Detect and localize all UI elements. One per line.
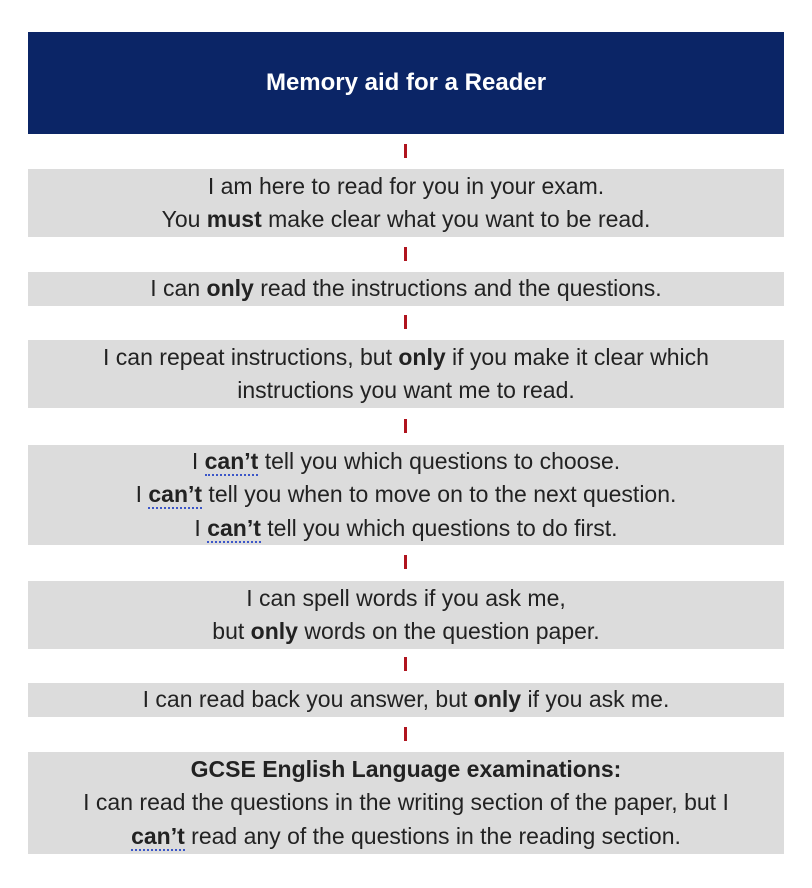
- step-2-line-1: I can only read the instructions and the questions.: [150, 275, 662, 302]
- step-box-5: [28, 581, 784, 649]
- connector-3: [404, 315, 407, 329]
- step-4-line-1: I can’t tell you which questions to choose.: [191, 447, 621, 474]
- emphasis-cant: can’t: [131, 822, 185, 849]
- step-box-1: [28, 169, 784, 237]
- step-7-line-2: I can read the questions in the writing section of the paper, but I: [83, 789, 729, 816]
- emphasis-must: must: [206, 206, 262, 232]
- emphasis-cant: can’t: [204, 447, 259, 474]
- emphasis-only: only: [206, 275, 254, 302]
- step-1-line-2: You must make clear what you want to be read.: [161, 206, 651, 232]
- step-4-line-3: I can’t tell you which questions to do first.: [194, 514, 618, 541]
- step-7-heading: GCSE English Language examinations:: [190, 755, 622, 782]
- connector-7: [404, 727, 407, 741]
- connector-5: [404, 555, 407, 569]
- connector-1: [404, 144, 407, 158]
- step-4-line-2: I can’t tell you when to move on to the next question.: [135, 481, 677, 508]
- step-box-2: [28, 272, 784, 306]
- step-3-line-1: I can repeat instructions, but only if you make it clear which: [103, 343, 709, 370]
- emphasis-only: only: [398, 343, 446, 370]
- step-box-4: [28, 445, 784, 545]
- emphasis-only: only: [250, 618, 298, 644]
- emphasis-cant: can’t: [207, 514, 261, 541]
- step-7-line-3: can’t read any of the questions in the reading section.: [131, 822, 681, 849]
- page-title: Memory aid for a Reader: [28, 32, 784, 134]
- connector-2: [404, 247, 407, 261]
- emphasis-only: only: [473, 686, 522, 713]
- connector-4: [404, 419, 407, 433]
- step-5-line-1: I can spell words if you ask me,: [246, 584, 566, 611]
- step-box-7: [28, 752, 784, 854]
- step-1-line-1: I am here to read for you in your exam.: [207, 172, 605, 199]
- step-box-6: [28, 683, 784, 717]
- emphasis-cant: can’t: [148, 481, 203, 508]
- step-3-line-2: instructions you want me to read.: [237, 377, 575, 403]
- step-5-line-2: but only words on the question paper.: [212, 618, 600, 644]
- connector-6: [404, 657, 407, 671]
- step-box-3: [28, 340, 784, 408]
- step-6-line-1: I can read back you answer, but only if you ask me.: [142, 686, 670, 713]
